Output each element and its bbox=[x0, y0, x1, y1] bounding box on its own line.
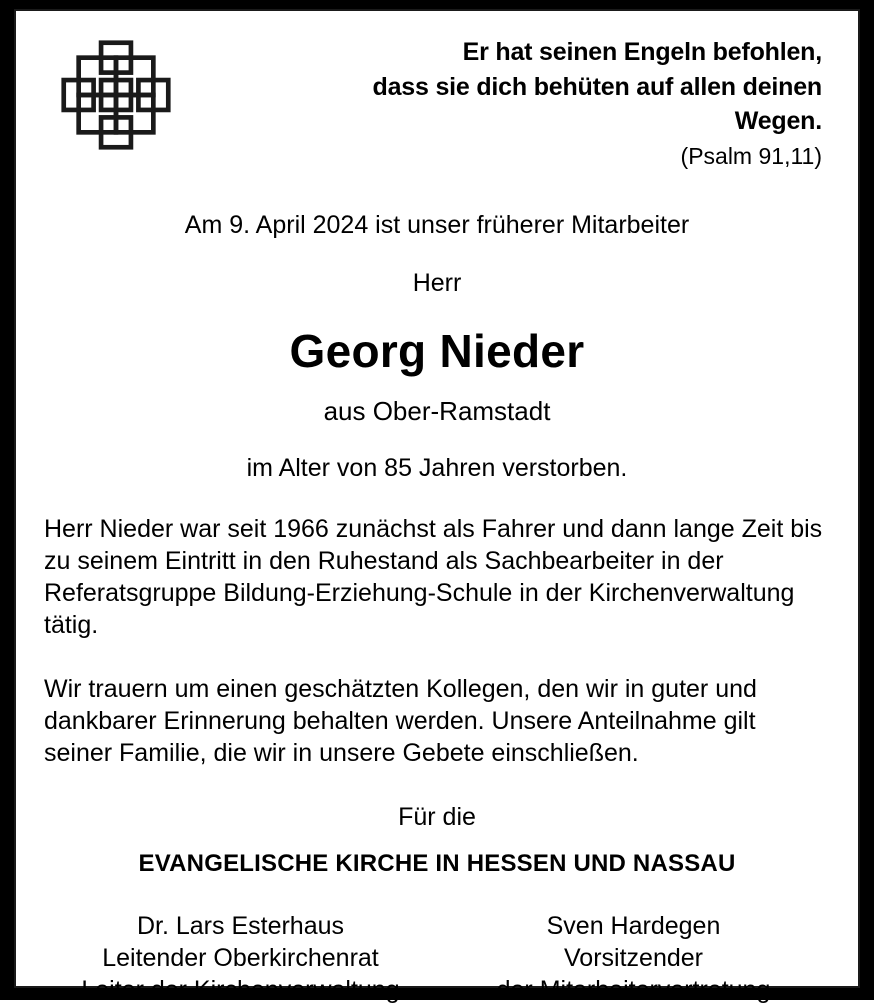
announcement-date-line: Am 9. April 2024 ist unser früherer Mitarbeiter bbox=[184, 210, 690, 239]
deceased-name: Georg Nieder bbox=[289, 325, 585, 378]
signatory-left bbox=[44, 910, 437, 1006]
closing-lead-line: Für die bbox=[398, 802, 476, 831]
body-paragraph-2: Wir trauern um einen geschätzten Kollegen, den wir in guter und dankbarer Erinnerung behalten werden. Unsere Anteilnahme gilt seiner Familie, die wir in unsere Gebete einschließen. bbox=[44, 674, 757, 767]
signatory-left-title-1: Leitender Oberkirchenrat bbox=[102, 944, 379, 973]
deceased-origin: aus Ober-Ramstadt bbox=[323, 396, 551, 427]
ekhn-cross-logo-icon bbox=[60, 39, 172, 151]
scripture-reference: (Psalm 91,11) bbox=[680, 142, 822, 169]
ekhn-cross-logo-container bbox=[44, 35, 190, 151]
signatory-right-title-1: Vorsitzender bbox=[564, 944, 703, 973]
body-paragraph-1: Herr Nieder war seit 1966 zunächst als Fahrer und dann lange Zeit bis zu seinem Eintritt in den Ruhestand als Sachbearbeiter in der Referatsgruppe Bildung-Erziehung-Schule in der Kirchenverwaltung tätig. bbox=[44, 514, 823, 639]
signatory-right-title-2: der Mitarbeitervertretung bbox=[496, 976, 771, 1005]
signatories-row bbox=[44, 910, 830, 1006]
announcement-block bbox=[44, 210, 830, 300]
organization-name: EVANGELISCHE KIRCHE IN HESSEN UND NASSAU bbox=[138, 849, 736, 877]
notice-header bbox=[44, 35, 830, 172]
scripture-line-1: Er hat seinen Engeln befohlen, bbox=[462, 38, 822, 66]
obituary-notice-card bbox=[14, 9, 860, 1005]
signatory-left-name: Dr. Lars Esterhaus bbox=[136, 912, 345, 941]
signatory-right bbox=[437, 910, 830, 1006]
scripture-line-3: Wegen. bbox=[734, 107, 822, 135]
announcement-salutation: Herr bbox=[412, 268, 462, 297]
signatory-right-name: Sven Hardegen bbox=[546, 912, 721, 941]
scripture-quote bbox=[190, 35, 830, 172]
deceased-age-line: im Alter von 85 Jahren verstorben. bbox=[246, 453, 628, 482]
signatory-left-title-2: Leiter der Kirchenverwaltung bbox=[81, 976, 400, 1005]
scripture-line-2: dass sie dich behüten auf allen deinen bbox=[372, 72, 822, 101]
